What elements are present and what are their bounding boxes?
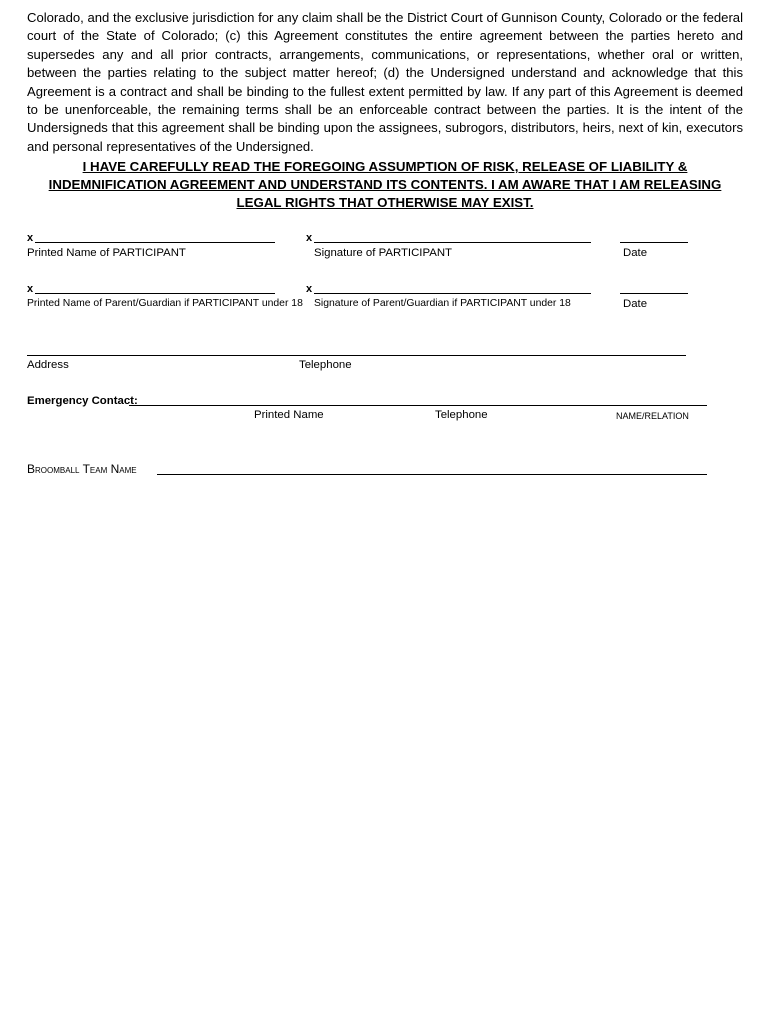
emergency-telephone-caption: Telephone [435,409,488,421]
emergency-relation-caption: NAME/RELATION [616,411,689,421]
emergency-contact-label: Emergency Contact: [27,395,138,407]
guardian-signature-x-mark: x [306,283,313,295]
guardian-date-caption: Date [623,298,648,310]
participant-signature-x-mark: x [306,232,313,244]
emergency-contact-line[interactable] [129,405,707,406]
participant-signature-caption: Signature of PARTICIPANT [314,247,453,259]
participant-date-line[interactable] [620,242,688,243]
guardian-signature-line[interactable] [314,293,591,294]
participant-printed-name-line[interactable] [35,242,275,243]
emergency-printed-name-caption: Printed Name [254,409,324,421]
acknowledgement-notice: I HAVE CAREFULLY READ THE FOREGOING ASSUMPTION OF RISK, RELEASE OF LIABILITY & INDEMNIFICATION AGREEMENT AND UNDERSTAND ITS CONTENTS. I AM AWARE THAT I AM RELEASING LEGAL RIGHTS THAT OTHERWISE MAY EXIST. [48,159,722,211]
participant-printed-name-caption: Printed Name of PARTICIPANT [27,247,186,259]
team-name-label: Broomball Team Name [27,462,137,476]
team-name-line[interactable] [157,474,707,475]
participant-signature-line[interactable] [314,242,591,243]
participant-name-x-mark: x [27,232,34,244]
agreement-paragraph: Colorado, and the exclusive jurisdiction for any claim shall be the District Court of Gunnison County, Colorado or the federal court of the State of Colorado; (c) this Agreement constitutes the entire agreement between the parties hereto and supersedes any and all prior contracts, arrangements, communications, or representations, whether oral or written, between the parties relating to the subject matter hereof; (d) the Undersigned understand and acknowledge that this Agreement is a contract and shall be binding to the fullest extent permitted by law. If any part of this Agreement is deemed to be unenforceable, the remaining terms shall be an enforceable contract between the parties. It is the intent of the Undersigneds that this agreement shall be binding upon the assignees, subrogors, distributors, heirs, next of kin, executors and personal representatives of the Undersigned. [27,10,743,154]
guardian-date-line[interactable] [620,293,688,294]
address-caption: Address [27,359,69,371]
guardian-printed-name-line[interactable] [35,293,275,294]
address-telephone-line[interactable] [27,355,686,356]
guardian-name-x-mark: x [27,283,34,295]
guardian-printed-name-caption: Printed Name of Parent/Guardian if PARTICIPANT under 18 [27,298,303,309]
guardian-signature-caption: Signature of Parent/Guardian if PARTICIPANT under 18 [314,298,571,309]
participant-date-caption: Date [623,247,648,259]
telephone-caption: Telephone [299,359,352,371]
